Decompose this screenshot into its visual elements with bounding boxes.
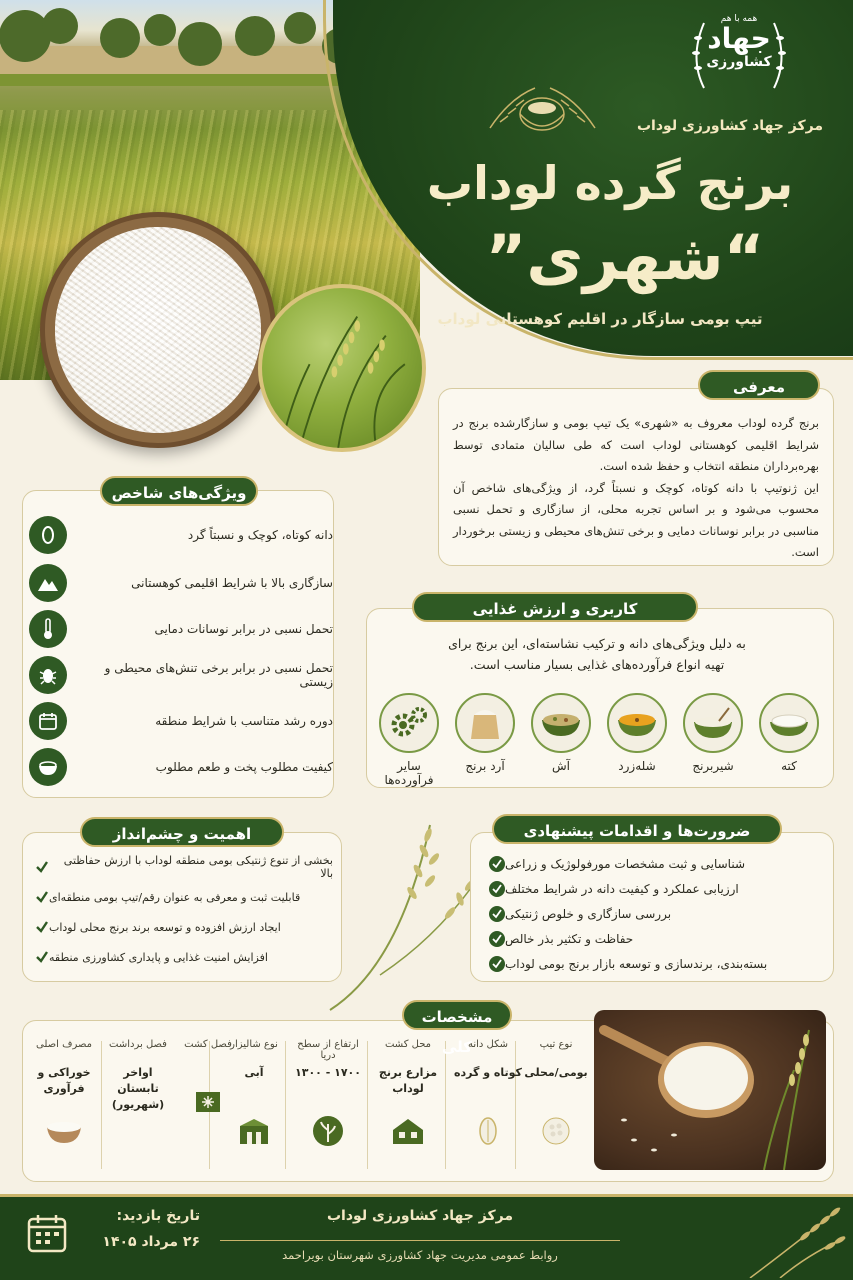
action-item <box>479 851 819 876</box>
importance-item <box>29 855 333 879</box>
calendar-icon <box>26 1212 68 1254</box>
usage-heading: کاربری و ارزش غذایی <box>412 592 698 622</box>
action-label: بررسی سازگاری و خلوص ژنتیکی <box>505 906 672 921</box>
check-circle-icon <box>489 906 505 922</box>
logo-sub-text: کشاورزی <box>706 54 772 70</box>
check-icon <box>35 920 49 934</box>
rice-bowl-icon <box>29 748 67 786</box>
rice-plant-photo <box>258 284 426 452</box>
usage-item <box>757 693 821 773</box>
page-title-quote: “شهری” <box>485 221 765 294</box>
footer-divider <box>220 1240 620 1241</box>
usage-text <box>387 633 807 675</box>
action-label: حفاظت و تکثیر بذر خالص <box>505 931 634 946</box>
actions-heading: ضرورت‌ها و اقدامات پیشنهادی <box>492 814 782 844</box>
footer-center-name: مرکز جهاد کشاورزی لوداب <box>326 1208 513 1224</box>
feature-label: دوره رشد متناسب با شرایط منطقه <box>155 714 333 728</box>
actions-card <box>470 832 834 982</box>
check-icon <box>35 950 49 964</box>
rice-bowl-photo <box>40 212 276 448</box>
logo-wreath-icon <box>684 8 794 104</box>
spec-value: کوتاه و گرده <box>454 1066 522 1079</box>
bowl-icon <box>44 1111 84 1151</box>
logo-tagline: همه با هم <box>720 14 758 24</box>
importance-label: قابلیت ثبت و معرفی به عنوان رقم/تیپ بومی منطقه‌ای <box>49 890 301 904</box>
visit-date-label: تاریخ بازدید: <box>116 1208 200 1224</box>
grain-icon <box>29 516 67 554</box>
usage-item <box>605 693 669 773</box>
spec-column <box>521 1039 591 1151</box>
feature-label: تحمل نسبی در برابر نوسانات دمایی <box>154 622 333 636</box>
spec-column <box>173 1039 243 1121</box>
intro-card <box>438 388 834 566</box>
check-icon <box>35 890 49 904</box>
feature-label: تحمل نسبی در برابر برخی تنش‌های محیطی و زیستی <box>104 661 333 689</box>
spec-column <box>293 1039 363 1151</box>
feature-item <box>21 563 333 603</box>
usage-item <box>377 693 441 787</box>
spec-divider <box>367 1041 368 1169</box>
spec-value: بومی/محلی <box>524 1066 588 1079</box>
visit-date-value: ۲۶ مرداد ۱۴۰۵ <box>102 1234 200 1250</box>
intro-heading: معرفی <box>698 370 820 400</box>
bug-icon <box>29 656 67 694</box>
feature-item <box>21 515 333 555</box>
spec-value: ۱۷۰۰ - ۱۳۰۰ <box>295 1066 361 1079</box>
importance-label: بخشی از تنوع ژنتیکی بومی منطقه لوداب با ارزش حفاظتی بالا <box>63 854 333 880</box>
rice-pudding-icon <box>683 693 743 753</box>
features-card <box>22 490 334 798</box>
spec-header: فصل کشت <box>184 1039 232 1050</box>
spec-header: فصل برداشت <box>109 1039 167 1050</box>
action-label: شناسایی و ثبت مشخصات مورفولوژیک و زراعی <box>505 856 746 871</box>
intro-paragraph-2: این ژنوتیپ با دانه کوتاه، کوچک و نسبتاً گرد، از ویژگی‌های شاخص آن محسوب می‌شود و بر اساس تجربه محلی، از سازگاری و تحمل نسبی مناسبی در برابر نوسانات دمایی و برخی تنش‌های محیطی و زیستی برخوردار است. <box>453 480 819 559</box>
usage-label: سایر فرآورده‌ها <box>384 759 434 787</box>
season-icon <box>188 1081 228 1121</box>
feature-label: دانه کوتاه، کوچک و نسبتاً گرد <box>187 528 333 542</box>
check-circle-icon <box>489 956 505 972</box>
spec-column <box>373 1039 443 1151</box>
check-circle-icon <box>489 881 505 897</box>
action-item <box>479 901 819 926</box>
spec-header: ارتفاع از سطح دریا <box>297 1039 359 1061</box>
wheat-stalk-decoration <box>320 815 490 1015</box>
intro-paragraph-1: برنج گرده لوداب معروف به «شهری» یک تیپ بومی و سازگارشده برنج در شرایط اقلیمی کوهستانی لوداب است که طی سالیان متمادی توسط بهره‌برداران منطقه انتخاب و حفظ شده است. <box>453 416 819 473</box>
spec-column <box>29 1039 99 1151</box>
action-label: بسته‌بندی، برندسازی و توسعه بازار برنج بومی لوداب <box>505 956 768 971</box>
usage-card <box>366 608 834 788</box>
rice-spoon-photo <box>594 1010 826 1170</box>
action-item <box>479 876 819 901</box>
spec-header: شکل دانه <box>467 1039 509 1050</box>
usage-item <box>453 693 517 773</box>
spec-column <box>103 1039 173 1111</box>
feature-label: کیفیت مطلوب پخت و طعم مطلوب <box>155 760 333 774</box>
farmhouse-icon <box>388 1111 428 1151</box>
usage-item <box>529 693 593 773</box>
importance-card <box>22 832 342 982</box>
usage-label: کته <box>781 759 797 773</box>
altitude-icon <box>308 1111 348 1151</box>
grain-round-icon <box>536 1111 576 1151</box>
spec-header: نوع شالیزار <box>230 1039 278 1050</box>
usage-label: شیربرنج <box>692 759 734 773</box>
page-subtitle: تیپ بومی سازگار در اقلیم کوهستانی لوداب <box>437 310 763 328</box>
sholeh-zard-icon <box>607 693 667 753</box>
jahad-logo <box>684 8 794 104</box>
kateh-icon <box>759 693 819 753</box>
importance-heading: اهمیت و چشم‌انداز <box>80 817 284 847</box>
specs-heading: مشخصات کلی <box>402 1000 512 1030</box>
spec-header: محل کشت <box>384 1039 432 1050</box>
action-item <box>479 926 819 951</box>
usage-label: شله‌زرد <box>618 759 656 773</box>
spec-value: اواخر تابستان (شهریور) <box>111 1066 165 1111</box>
gears-icon <box>379 693 439 753</box>
feature-item <box>21 747 333 787</box>
feature-item <box>21 701 333 741</box>
feature-item <box>21 655 333 695</box>
check-circle-icon <box>489 931 505 947</box>
importance-item <box>29 885 333 909</box>
page-title: برنج گرده لوداب <box>426 156 794 210</box>
feature-label: سازگاری بالا با شرایط اقلیمی کوهستانی <box>131 576 333 590</box>
usage-label: آرد برنج <box>465 759 505 773</box>
ash-icon <box>531 693 591 753</box>
spec-divider <box>445 1041 446 1169</box>
check-icon <box>35 860 49 874</box>
wheat-icon <box>740 1198 850 1278</box>
thermometer-icon <box>29 610 67 648</box>
logo-main-text: جهاد <box>707 22 771 55</box>
features-heading: ویژگی‌های شاخص <box>100 476 258 506</box>
mountain-icon <box>29 564 67 602</box>
usage-text-line-1: به دلیل ویژگی‌های دانه و ترکیب نشاسته‌ای، این برنج برای <box>448 636 746 651</box>
rice-flour-icon <box>455 693 515 753</box>
importance-label: افزایش امنیت غذایی و پایداری کشاورزی منطقه <box>49 950 268 964</box>
spec-header: مصرف اصلی <box>35 1039 92 1050</box>
importance-label: ایجاد ارزش افزوده و توسعه برند برنج محلی لوداب <box>49 920 281 934</box>
grain-icon <box>468 1111 508 1151</box>
calendar-icon <box>29 702 67 740</box>
importance-item <box>29 945 333 969</box>
spec-divider <box>101 1041 102 1169</box>
usage-text-line-2: تهیه انواع فرآورده‌های غذایی بسیار مناسب است. <box>469 657 725 672</box>
importance-item <box>29 915 333 939</box>
check-circle-icon <box>489 856 505 872</box>
spec-header: نوع تیپ <box>539 1039 573 1050</box>
usage-item <box>681 693 745 773</box>
spec-value: آبی <box>244 1066 264 1079</box>
footer-organization: روابط عمومی مدیریت جهاد کشاورزی شهرستان بویراحمد <box>282 1248 558 1262</box>
action-label: ارزیابی عملکرد و کیفیت دانه در شرایط مختلف <box>505 881 739 896</box>
usage-label: آش <box>552 759 570 773</box>
spec-value: خوراکی و فرآوری <box>37 1066 91 1095</box>
action-item <box>479 951 819 976</box>
feature-item <box>21 609 333 649</box>
center-name: مرکز جهاد کشاورزی لوداب <box>636 118 823 134</box>
spec-value: مزارع برنج لوداب <box>378 1066 438 1095</box>
rice-emblem-icon <box>480 78 605 146</box>
